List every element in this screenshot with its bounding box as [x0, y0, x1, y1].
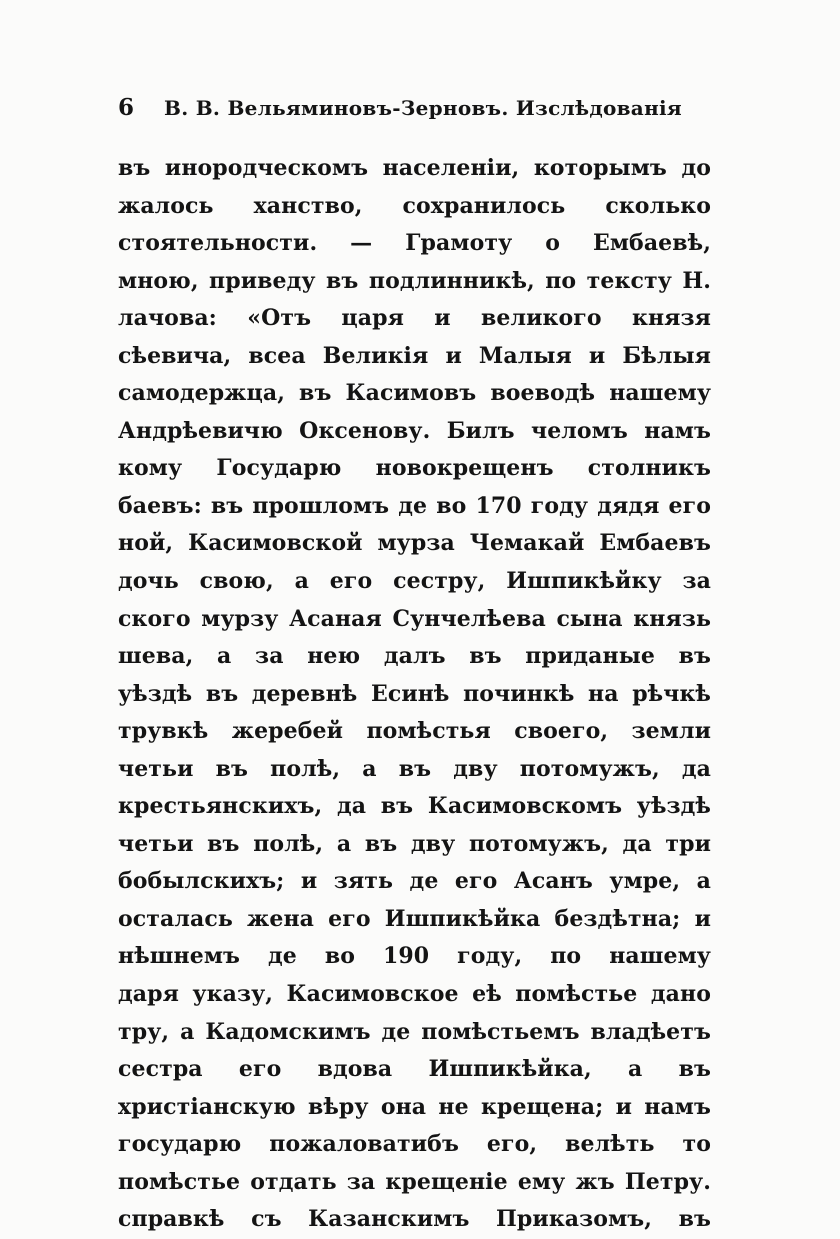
text-line: самодержца, въ Касимовъ воеводѣ нашему	[118, 380, 711, 407]
running-title: В. В. Вельяминовъ-Зерновъ. Изслѣдованія	[164, 96, 682, 120]
text-line: ной, Касимовской мурза Чемакай Ембаевъ	[118, 530, 711, 557]
text-line: крестьянскихъ, да въ Касимовскомъ уѣздѣ	[118, 793, 711, 820]
text-line: стоятельности. — Грамоту о Ембаевѣ,	[118, 230, 711, 257]
text-line: кому Государю новокрещенъ столникъ	[118, 455, 711, 482]
text-line: христіанскую вѣру она не крещена; и намъ	[118, 1093, 711, 1120]
text-line: дочь свою, а его сестру, Ишпикѣйку за	[118, 568, 711, 595]
text-line: нѣшнемъ де во 190 году, по нашему	[118, 943, 711, 970]
text-line: жалось ханство, сохранилось сколько	[118, 192, 711, 219]
text-line: лачова: «Отъ царя и великого князя	[118, 305, 711, 332]
text-line: справкѣ съ Казанскимъ Приказомъ, въ	[118, 1206, 711, 1233]
text-line: четьи въ полѣ, а въ дву потомужъ, да	[118, 755, 711, 782]
text-line: трувкѣ жеребей помѣстья своего, земли	[118, 718, 711, 745]
text-line: баевъ: въ прошломъ де во 170 году дядя его	[118, 492, 711, 519]
text-line: мною, приведу въ подлинникѣ, по тексту Н.	[118, 267, 711, 294]
text-line: въ инородческомъ населеніи, которымъ до	[118, 155, 711, 181]
page-number: 6	[118, 94, 135, 121]
text-line: даря указу, Касимовское еѣ помѣстье дано	[118, 981, 711, 1008]
text-line: тру, а Кадомскимъ де помѣстьемъ владѣетъ	[118, 1018, 711, 1045]
text-line: Андрѣевичю Оксенову. Билъ челомъ намъ	[118, 417, 711, 444]
page-header	[118, 94, 710, 122]
text-line: ского мурзу Асаная Сунчелѣева сына князь	[118, 605, 711, 632]
text-line: уѣздѣ въ деревнѣ Есинѣ починкѣ на рѣчкѣ	[118, 680, 711, 707]
text-line: помѣстье отдать за крещеніе ему жъ Петру.	[118, 1168, 711, 1195]
text-line: осталась жена его Ишпикѣйка бездѣтна; и	[118, 905, 711, 932]
body-text	[118, 150, 711, 1239]
text-line: сѣевича, всеа Великія и Малыя и Бѣлыя	[118, 342, 711, 369]
text-line: шева, а за нею далъ въ приданые въ	[118, 643, 711, 670]
text-line: сестра его вдова Ишпикѣйка, а въ	[118, 1056, 711, 1083]
text-line: бобылскихъ; и зять де его Асанъ умре, а	[118, 868, 711, 895]
text-line: четьи въ полѣ, а въ дву потомужъ, да три	[118, 830, 711, 857]
text-line: государю пожаловатибъ его, велѣть то	[118, 1131, 711, 1158]
